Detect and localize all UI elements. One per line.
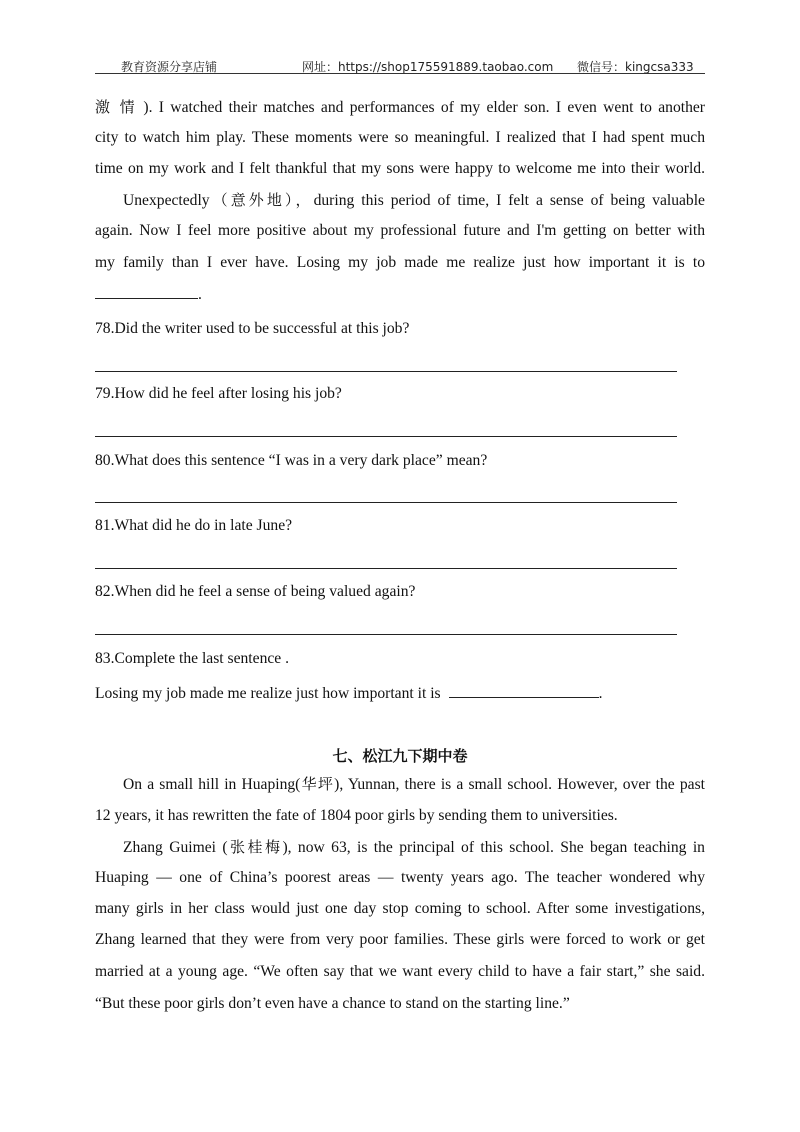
passage-line-5: again. Now I feel more positive about my professional future and I'm getting on better with <box>95 222 705 239</box>
section-p2-line-1: Zhang Guimei (张桂梅), now 63, is the principal of this school. She began teaching in <box>123 838 705 856</box>
question-83-prompt: Losing my job made me realize just how important it is . <box>95 685 603 702</box>
section-p2-line-4: Zhang learned that they were from very poor families. These girls were forced to work or get <box>95 931 705 948</box>
header-divider <box>95 73 705 74</box>
section-p2-line-2: Huaping — one of China’s poorest areas — twenty years ago. The teacher wondered why <box>95 869 705 886</box>
header-shop-name: 教育资源分享店铺 <box>121 60 218 74</box>
passage-line-2: city to watch him play. These moments were so meaningful. I realized that I had spent much <box>95 129 705 146</box>
answer-line-81[interactable] <box>95 568 677 569</box>
passage-line-4: Unexpectedly（意外地），during this period of time, I felt a sense of being valuable <box>123 191 705 209</box>
section-p2-line-6: “But these poor girls don’t even have a chance to stand on the starting line.” <box>95 995 570 1012</box>
answer-line-82[interactable] <box>95 634 677 635</box>
passage-line-3: time on my work and I felt thankful that my sons were happy to welcome me into their world. <box>95 160 705 177</box>
header-wechat: 微信号：kingcsa333 <box>577 60 694 74</box>
question-83: 83.Complete the last sentence . <box>95 650 290 667</box>
section-p1-line-2: 12 years, it has rewritten the fate of 1804 poor girls by sending them to universities. <box>95 807 618 824</box>
answer-line-80[interactable] <box>95 502 677 503</box>
question-82: 82.When did he feel a sense of being valued again? <box>95 583 416 600</box>
answer-line-79[interactable] <box>95 436 677 437</box>
answer-blank-83[interactable] <box>449 683 599 698</box>
section-p1-line-1: On a small hill in Huaping(华坪), Yunnan, there is a small school. However, over the past <box>123 775 705 793</box>
section-p2-line-5: married at a young age. “We often say that we want every child to have a fair start,” she said. <box>95 963 705 980</box>
section-title: 七、松江九下期中卷 <box>332 747 468 765</box>
question-81: 81.What did he do in late June? <box>95 517 293 534</box>
question-78: 78.Did the writer used to be successful at this job? <box>95 320 410 337</box>
header-website[interactable]: 网址：https://shop175591889.taobao.com <box>302 60 554 74</box>
question-80: 80.What does this sentence “I was in a very dark place” mean? <box>95 452 488 469</box>
fill-in-blank[interactable] <box>95 284 198 299</box>
passage-line-1: 激 情 ). I watched their matches and performances of my elder son. I even went to another <box>95 98 705 116</box>
passage-line-7: . <box>95 284 705 305</box>
section-p2-line-3: many girls in her class would just one day stop coming to school. After some investigations, <box>95 900 705 917</box>
answer-line-78[interactable] <box>95 371 677 372</box>
passage-line-6: my family than I ever have. Losing my job made me realize just how important it is to <box>95 254 705 271</box>
question-79: 79.How did he feel after losing his job? <box>95 385 342 402</box>
